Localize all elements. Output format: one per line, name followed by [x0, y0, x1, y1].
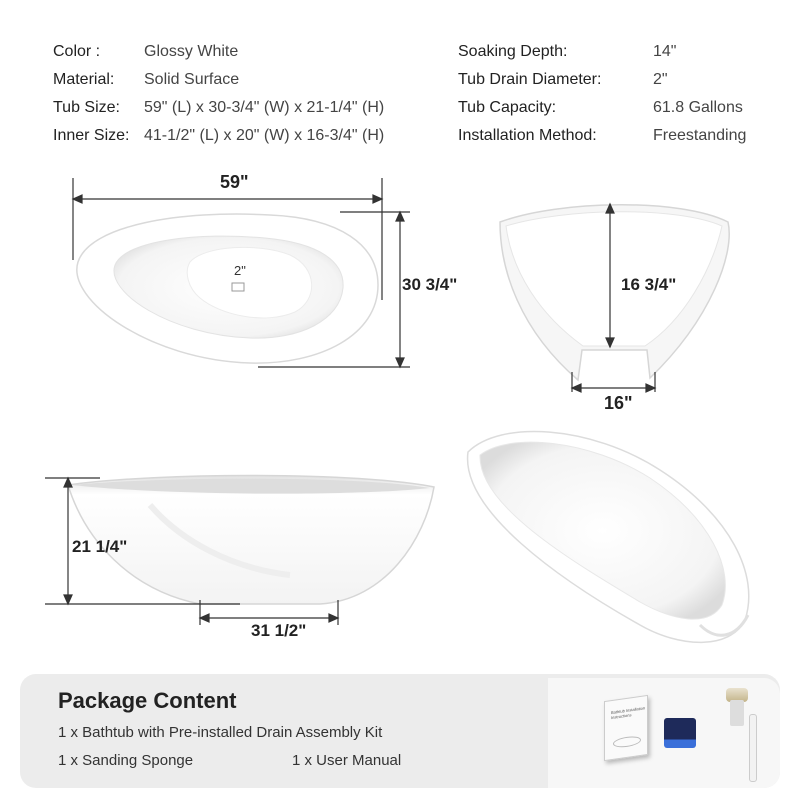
package-items-image [548, 678, 780, 788]
package-item-sponge: 1 x Sanding Sponge [58, 752, 194, 769]
dimension-drain-label: 2" [234, 263, 246, 278]
package-title: Package Content [58, 688, 237, 713]
sanding-sponge-image [664, 718, 696, 748]
manual-cover-title: Bathtub Installation Instructions [611, 705, 646, 721]
spec-value: Freestanding [653, 127, 747, 144]
user-manual-image [604, 695, 648, 761]
package-item-manual: 1 x User Manual [292, 752, 402, 769]
spec-value: 59" (L) x 30-3/4" (W) x 21-1/4" (H) [144, 99, 385, 116]
spec-label: Tub Size: [53, 99, 120, 116]
spec-value: Solid Surface [144, 71, 240, 88]
spec-value: 61.8 Gallons [653, 99, 743, 116]
package-item-bathtub: 1 x Bathtub with Pre-installed Drain Assembly Kit [58, 724, 383, 741]
spec-label: Tub Capacity: [458, 99, 557, 116]
spec-value: Glossy White [144, 43, 239, 60]
tub-section-view [500, 205, 729, 380]
drain-pipe-image [749, 714, 757, 782]
dimension-height-label: 21 1/4" [72, 537, 128, 556]
spec-label: Soaking Depth: [458, 43, 568, 60]
spec-label: Installation Method: [458, 127, 597, 144]
spec-value: 2" [653, 71, 668, 88]
dimension-base-length-label: 31 1/2" [251, 621, 307, 640]
spec-label: Color : [53, 43, 101, 60]
package-content-panel [20, 674, 780, 788]
spec-label: Inner Size: [53, 127, 130, 144]
tub-top-view [77, 214, 378, 363]
spec-label: Material: [53, 71, 115, 88]
drain-body-image [730, 700, 744, 726]
spec-value: 41-1/2" (L) x 20" (W) x 16-3/4" (H) [144, 127, 385, 144]
dimension-width-label: 30 3/4" [402, 275, 458, 294]
dimension-inner-depth-label: 16 3/4" [621, 275, 677, 294]
dimension-inner-bottom-label: 16" [604, 393, 633, 413]
spec-value: 14" [653, 43, 677, 60]
spec-label: Tub Drain Diameter: [458, 71, 602, 88]
manual-tub-icon [613, 735, 641, 749]
tub-perspective-view [468, 431, 749, 642]
dimension-length-label: 59" [220, 172, 249, 192]
